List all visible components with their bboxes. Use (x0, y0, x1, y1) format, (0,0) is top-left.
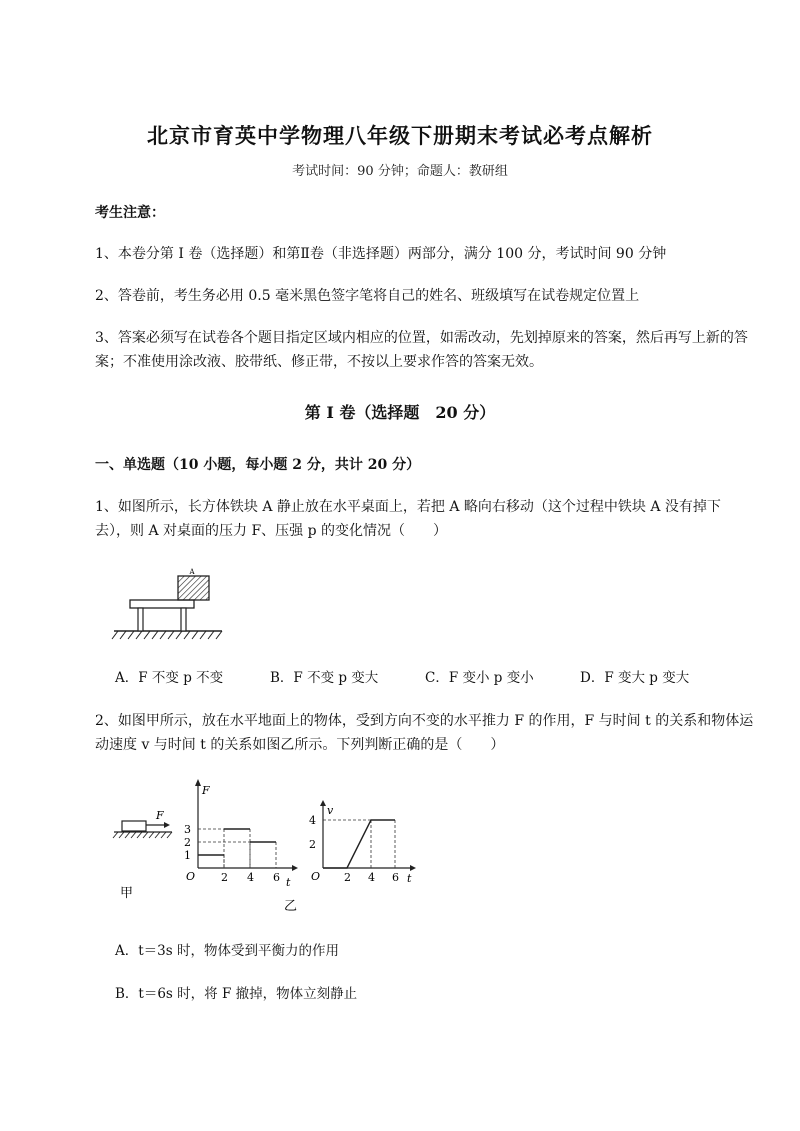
block-label: A (189, 568, 195, 576)
f-y-tick: 1 (184, 849, 191, 862)
v-x-label: t (407, 872, 412, 885)
notice-item-2: 2、答卷前，考生务必用 0.5 毫米黑色签字笔将自己的姓名、班级填写在试卷规定位置上 (95, 288, 640, 304)
f-y-tick: 2 (184, 836, 191, 849)
f-x-label: t (286, 876, 291, 889)
table-top (130, 600, 194, 608)
v-curve (323, 820, 395, 868)
v-y-label: v (327, 804, 334, 817)
notice-item-1: 1、本卷分第 I 卷（选择题）和第Ⅱ卷（非选择题）两部分，满分 100 分，考试时间 90 分钟 (95, 246, 667, 262)
f-x-tick: 4 (247, 871, 254, 884)
section-title: 第 I 卷（选择题 20 分） (304, 403, 496, 422)
force-arrowhead (164, 822, 170, 828)
figure-jia (112, 805, 182, 905)
q2-option-a[interactable]: A．t＝3s 时，物体受到平衡力的作用 (115, 943, 339, 959)
q1-option-a[interactable]: A．F 不变 p 不变 (115, 670, 224, 686)
label-yi: 乙 (284, 899, 298, 913)
f-x-tick: 6 (273, 871, 280, 884)
f-origin: O (186, 870, 196, 883)
q2-option-b[interactable]: B．t＝6s 时，将 F 撤掉，物体立刻静止 (115, 986, 358, 1002)
notice-item-3: 3、答案必须写在试卷各个题目指定区域内相应的位置，如需改动，先划掉原来的答案，然后再写上新的答案；不准使用涂改液、胶带纸、修正带，不按以上要求作答的答案无效。 (95, 330, 748, 370)
q1-option-c[interactable]: C．F 变小 p 变小 (425, 670, 534, 686)
page-title: 北京市育英中学物理八年级下册期末考试必考点解析 (147, 123, 653, 148)
table-leg (181, 608, 186, 631)
ground-hatch (112, 631, 222, 639)
f-y-label: F (202, 784, 210, 797)
v-y-tick: 2 (309, 838, 316, 851)
v-x-tick: 2 (344, 871, 351, 884)
v-x-tick: 6 (392, 871, 399, 884)
question-2-stem: 2、如图甲所示，放在水平地面上的物体，受到方向不变的水平推力 F 的作用，F 与时间 t 的关系和物体运动速度 v 与时间 t 的关系如图乙所示。下列判断正确的是（ ） (95, 713, 754, 753)
part-heading: 一、单选题（10 小题，每小题 2 分，共计 20 分） (95, 457, 421, 473)
graph-f-t (180, 778, 300, 913)
f-y-tick: 3 (184, 823, 191, 836)
v-y-tick: 4 (309, 814, 316, 827)
f-x-tick: 2 (221, 871, 228, 884)
exam-info: 考试时间：90 分钟；命题人：教研组 (292, 164, 508, 179)
question-1-stem: 1、如图所示，长方体铁块 A 静止放在水平桌面上，若把 A 略向右移动（这个过程中铁块 A 没有掉下去），则 A 对桌面的压力 F、压强 p 的变化情况（ ） (95, 499, 721, 539)
v-x-tick: 4 (368, 871, 375, 884)
q1-option-b[interactable]: B．F 不变 p 变大 (270, 670, 379, 686)
label-jia: 甲 (120, 886, 134, 901)
q1-option-d[interactable]: D．F 变大 p 变大 (580, 670, 690, 686)
graph-v-t (305, 800, 420, 890)
question-1-figure (110, 565, 230, 645)
table-leg (138, 608, 143, 631)
iron-block (178, 576, 209, 600)
force-label: F (156, 809, 164, 822)
v-origin: O (311, 870, 321, 883)
notice-heading: 考生注意： (95, 205, 165, 221)
object-box (122, 821, 146, 831)
